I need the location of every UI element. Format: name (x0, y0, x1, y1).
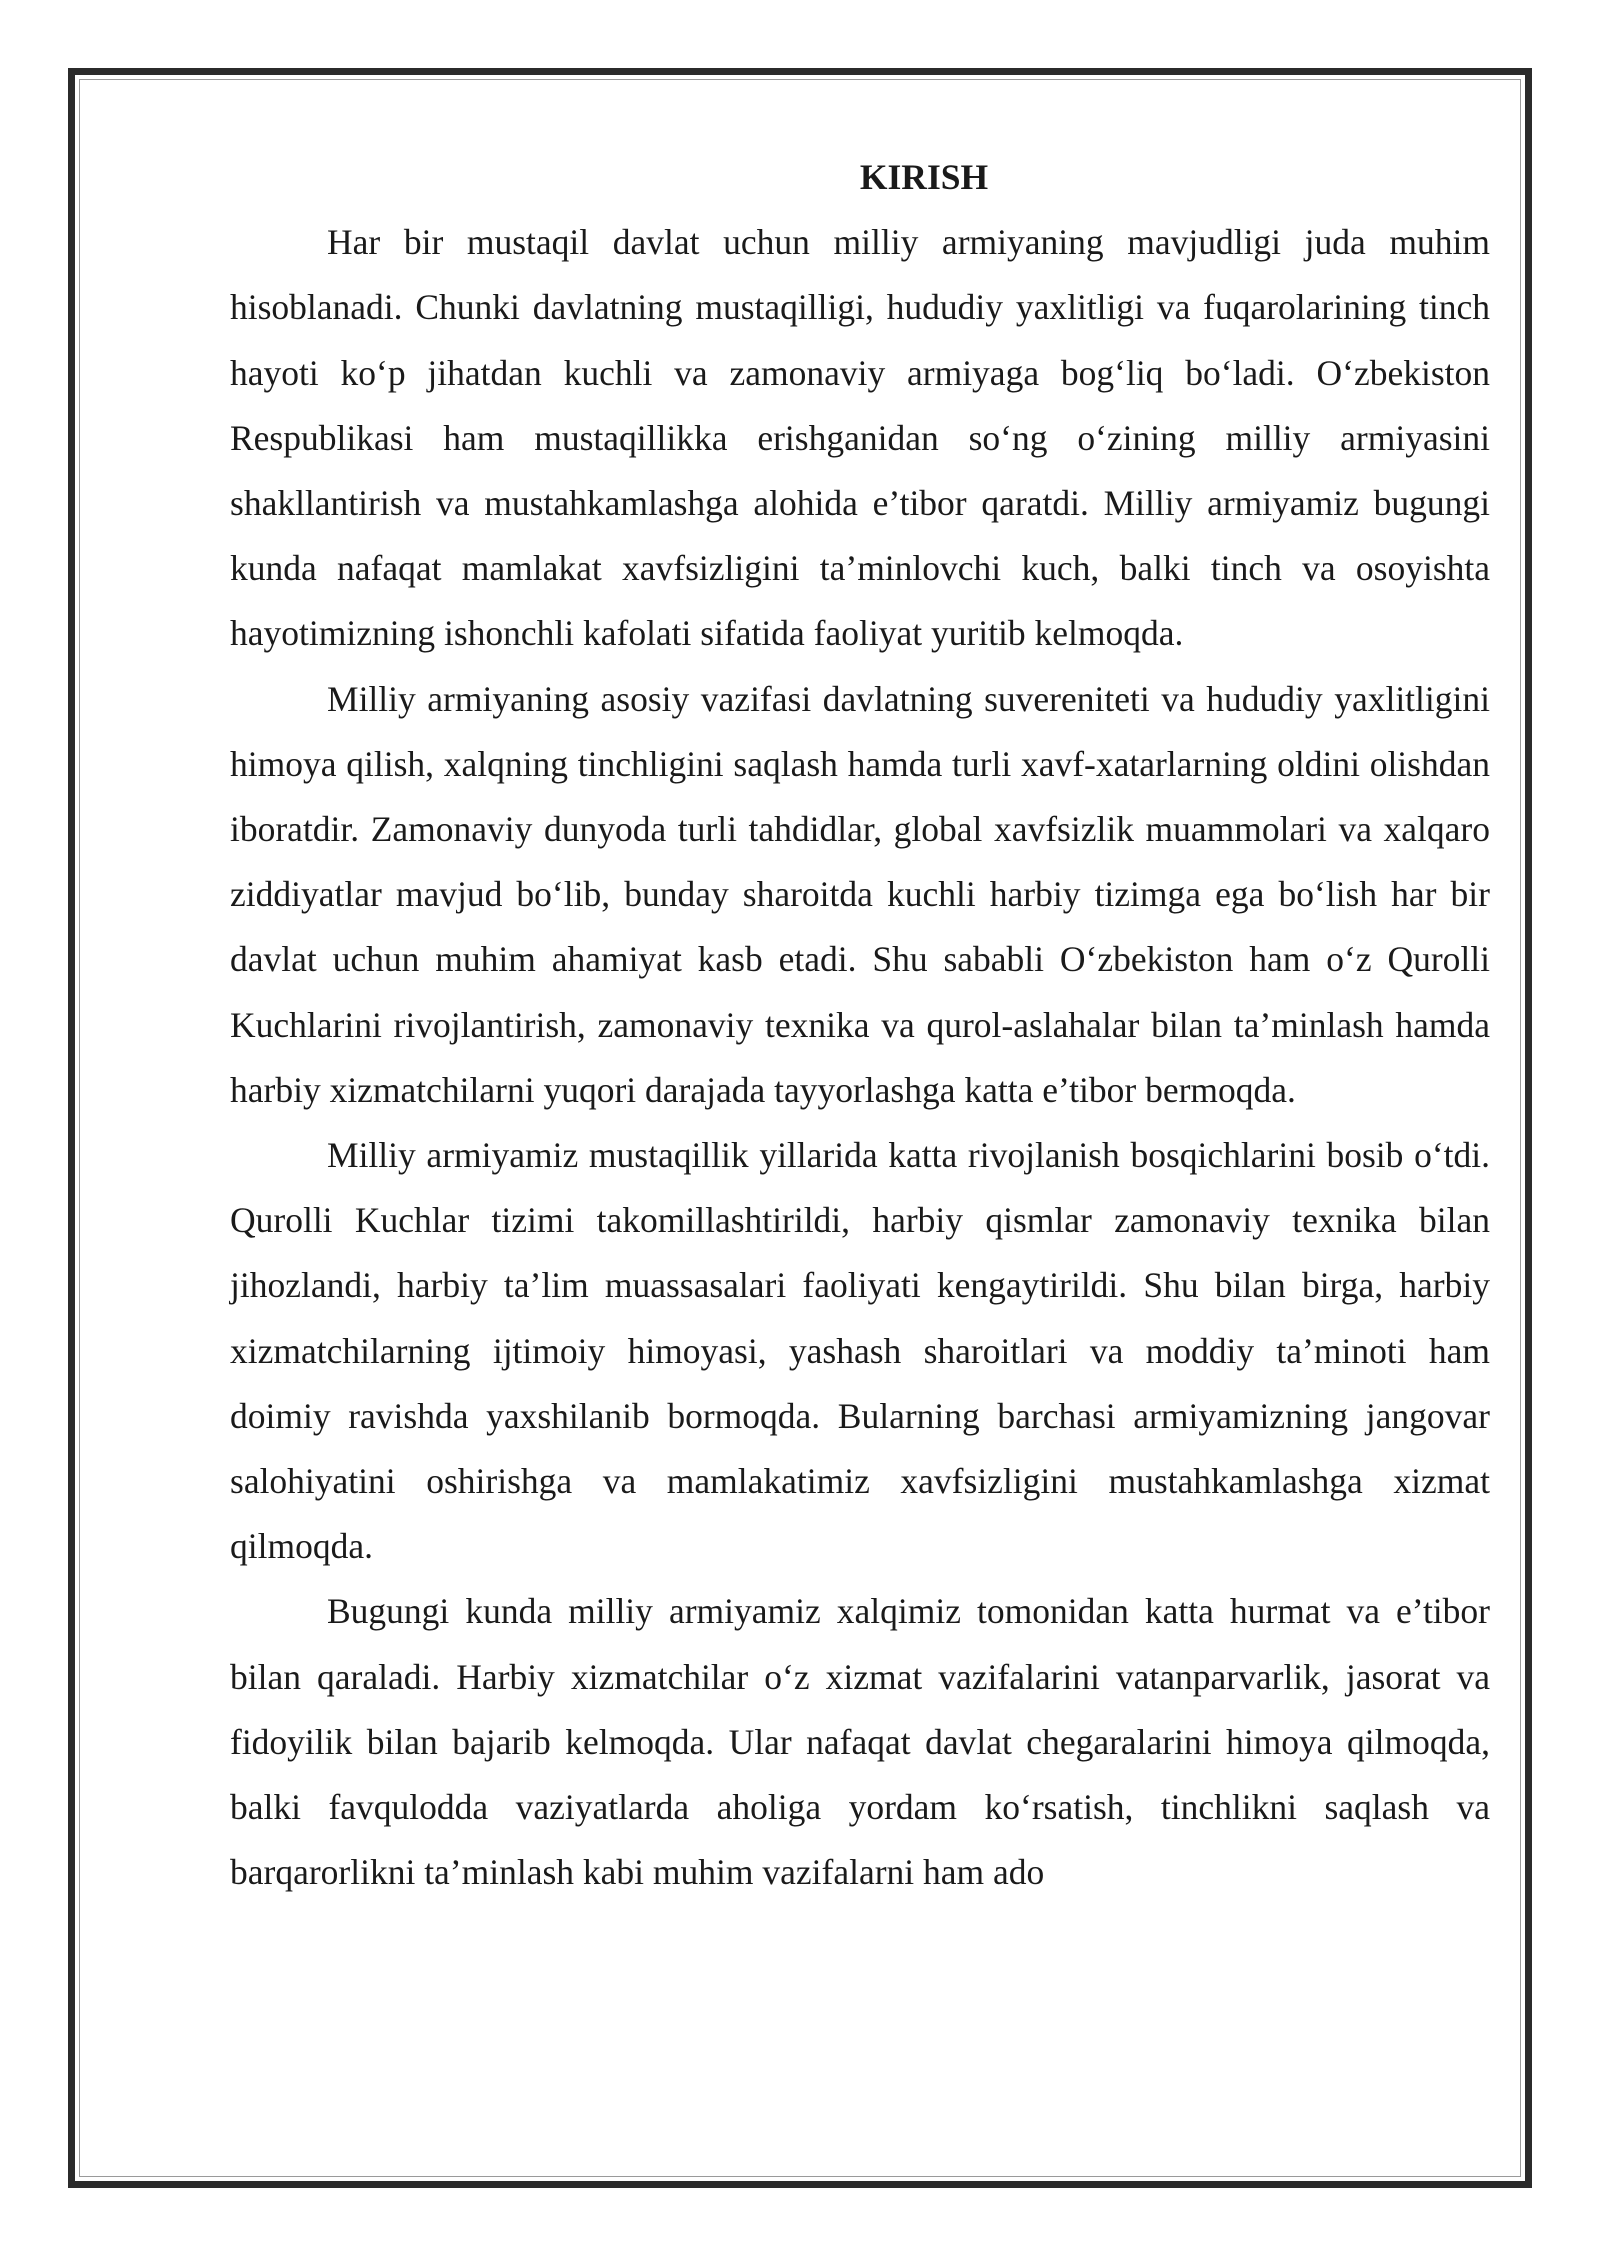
paragraph-4: Bugungi kunda milliy armiyamiz xalqimiz tomonidan katta hurmat va e’tibor bilan qaraladi. Harbiy xizmatchilar oʻz xizmat vazifalarini vatanparvarlik, jasorat va fidoyilik bilan bajarib kelmoqda. Ular nafaqat davlat chegaralarini himoya qilmoqda, balki favqulodda vaziyatlarda aholiga yordam koʻrsatish, tinchlikni saqlash va barqarorlikni ta’minlash kabi muhim vazifalarni ham ado (230, 1591, 1490, 1893)
document-body (230, 145, 1490, 1905)
document-title: KIRISH (859, 157, 989, 197)
paragraph-2: Milliy armiyaning asosiy vazifasi davlatning suvereniteti va hududiy yaxlitligini himoya qilish, xalqning tinchligini saqlash hamda turli xavf-xatarlarning oldini olishdan iboratdir. Zamonaviy dunyoda turli tahdidlar, global xavfsizlik muammolari va xalqaro ziddiyatlar mavjud boʻlib, bunday sharoitda kuchli harbiy tizimga ega boʻlish har bir davlat uchun muhim ahamiyat kasb etadi. Shu sababli Oʻzbekiston ham oʻz Qurolli Kuchlarini rivojlantirish, zamonaviy texnika va qurol-aslahalar bilan ta’minlash hamda harbiy xizmatchilarni yuqori darajada tayyorlashga katta e’tibor bermoqda. (230, 678, 1490, 1110)
paragraph-3: Milliy armiyamiz mustaqillik yillarida katta rivojlanish bosqichlarini bosib oʻtdi. Qurolli Kuchlar tizimi takomillashtirildi, harbiy qismlar zamonaviy texnika bilan jihozlandi, harbiy ta’lim muassasalari faoliyati kengaytirildi. Shu bilan birga, harbiy xizmatchilarning ijtimoiy himoyasi, yashash sharoitlari va moddiy ta’minoti ham doimiy ravishda yaxshilanib bormoqda. Bularning barchasi armiyamizning jangovar salohiyatini oshirishga va mamlakatimiz xavfsizligini mustahkamlashga xizmat qilmoqda. (230, 1135, 1490, 1567)
paragraph-1: Har bir mustaqil davlat uchun milliy armiyaning mavjudligi juda muhim hisoblanadi. Chunki davlatning mustaqilligi, hududiy yaxlitligi va fuqarolarining tinch hayoti koʻp jihatdan kuchli va zamonaviy armiyaga bogʻliq boʻladi. Oʻzbekiston Respublikasi ham mustaqillikka erishganidan soʻng oʻzining milliy armiyasini shakllantirish va mustahkamlashga alohida e’tibor qaratdi. Milliy armiyamiz bugungi kunda nafaqat mamlakat xavfsizligini ta’minlovchi kuch, balki tinch va osoyishta hayotimizning ishonchli kafolati sifatida faoliyat yuritib kelmoqda. (230, 222, 1490, 654)
